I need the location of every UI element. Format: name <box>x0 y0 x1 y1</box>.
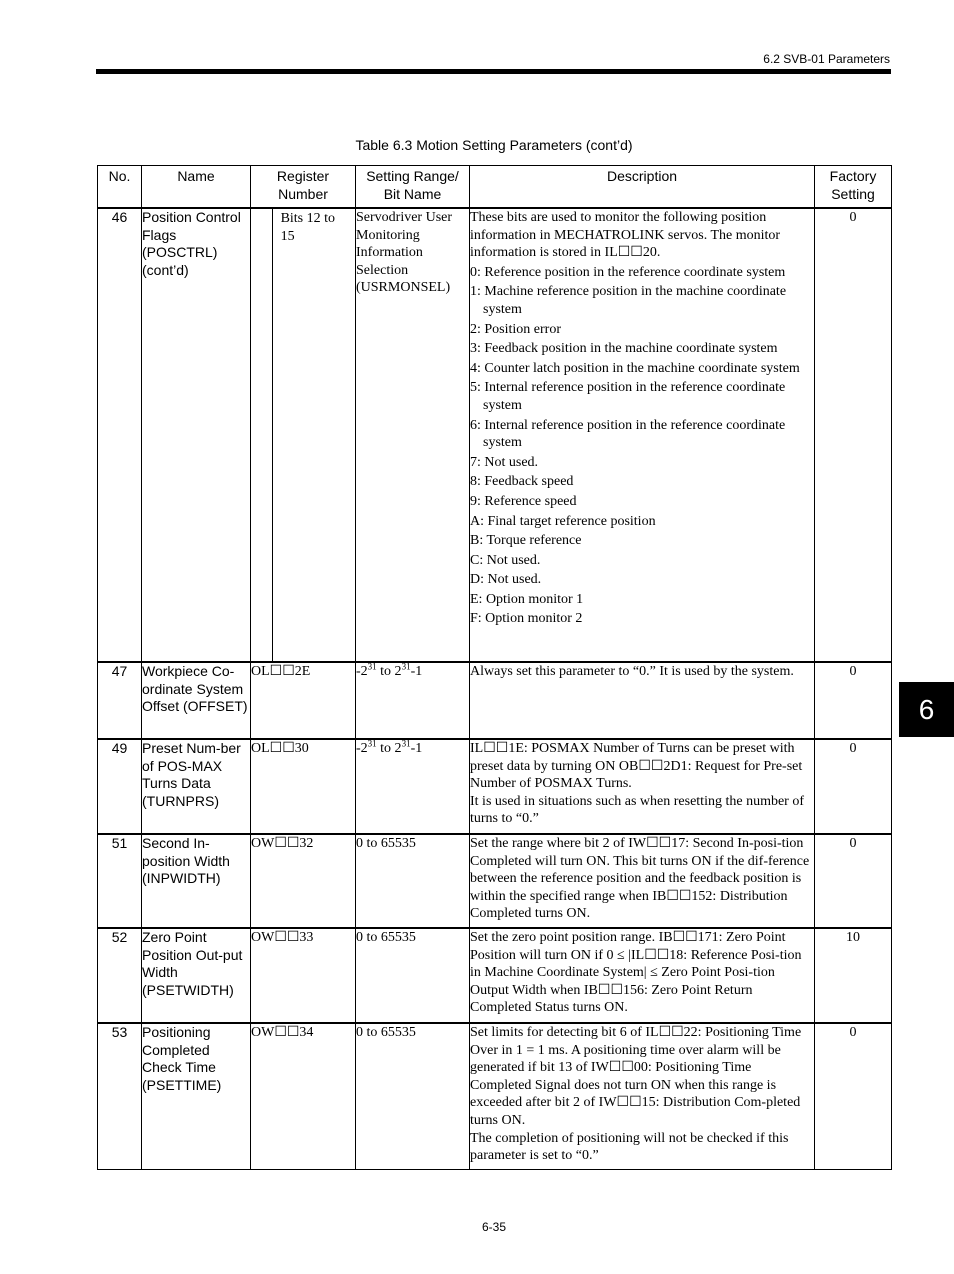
range-min-base: -2 <box>356 741 368 756</box>
row-register: OW☐☐32 <box>251 834 356 928</box>
list-item: 4: Counter latch position in the machine coordinate system <box>470 360 800 376</box>
list-item: B: Torque reference <box>470 533 582 549</box>
row-description: Set the zero point position range. IB☐☐171: Zero Point Position will turn ON if 0 ≤ |IL☐☐18: Reference Posi-tion in Machine Coordinate System| ≤ Zero Point Posi-tion Output Width when IB☐☐156: Zero Point Return Completed Status turns ON. <box>470 928 815 1023</box>
row-no: 49 <box>98 739 142 834</box>
section-header: 6.2 SVB-01 Parameters <box>763 52 890 66</box>
header-rule <box>96 69 891 74</box>
range-min-exponent: 31 <box>367 738 377 749</box>
list-item: 9: Reference speed <box>470 493 577 509</box>
row-register: OL☐☐30 <box>251 739 356 834</box>
register-bits: Bits 12 to 15 <box>280 211 336 244</box>
list-item: 1: Machine reference position in the machine coordinate system <box>470 284 787 317</box>
col-header-range: Setting Range/ Bit Name <box>356 166 470 209</box>
row-register: OW☐☐33 <box>251 928 356 1023</box>
row-factory-setting: 10 <box>815 928 892 1023</box>
row-name: Position Control Flags (POSCTRL) (cont’d) <box>142 208 251 662</box>
row-no: 52 <box>98 928 142 1023</box>
col-header-name: Name <box>142 166 251 209</box>
row-name: Zero Point Position Out-put Width (PSETWIDTH) <box>142 928 251 1023</box>
row-name: Preset Num-ber of POS-MAX Turns Data (TURNPRS) <box>142 739 251 834</box>
list-item: 3: Feedback position in the machine coordinate system <box>470 341 778 357</box>
row-register: OW☐☐34 <box>251 1023 356 1170</box>
row-register <box>251 208 356 662</box>
list-item: 6: Internal reference position in the reference coordinate system <box>470 417 786 451</box>
range-max-offset: -1 <box>410 741 423 756</box>
range-max-exponent: 31 <box>401 661 411 672</box>
row-register: OL☐☐2E <box>251 662 356 739</box>
table-row <box>98 739 892 834</box>
range-max-exponent: 31 <box>401 738 411 749</box>
table-row <box>98 834 892 928</box>
row-name: Second In-position Width (INPWIDTH) <box>142 834 251 928</box>
row-factory-setting: 0 <box>815 662 892 739</box>
list-item: 2: Position error <box>470 321 561 337</box>
row-no: 53 <box>98 1023 142 1170</box>
row-range: 0 to 65535 <box>356 1023 470 1170</box>
table-row <box>98 208 892 662</box>
table-row <box>98 1023 892 1170</box>
col-header-description: Description <box>470 166 815 209</box>
row-range: 0 to 65535 <box>356 928 470 1023</box>
row-range: 0 to 65535 <box>356 834 470 928</box>
table-row <box>98 662 892 739</box>
list-item: F: Option monitor 2 <box>470 611 583 627</box>
col-header-factory: Factory Setting <box>815 166 892 209</box>
list-item: E: Option monitor 1 <box>470 591 584 607</box>
description-intro: These bits are used to monitor the following position information in MECHATROLINK servos. The monitor information is stored in IL☐☐20. <box>470 210 781 261</box>
list-item: 0: Reference position in the reference coordinate system <box>470 264 786 280</box>
row-factory-setting: 0 <box>815 208 892 662</box>
range-min-base: -2 <box>356 664 368 679</box>
list-item: C: Not used. <box>470 552 541 568</box>
description-paragraph: It is used in situations such as when resetting the number of turns to “0.” <box>470 793 804 827</box>
table-caption: Table 6.3 Motion Setting Parameters (cont’d) <box>355 137 633 153</box>
chapter-tab[interactable]: 6 <box>899 682 954 737</box>
list-item: D: Not used. <box>470 572 542 588</box>
range-min-exponent: 31 <box>367 661 377 672</box>
row-range <box>356 662 470 739</box>
row-name: Workpiece Co-ordinate System Offset (OFFSET) <box>142 662 251 739</box>
row-factory-setting: 0 <box>815 1023 892 1170</box>
register-indent <box>251 209 273 661</box>
range-max-base: to 2 <box>376 664 402 679</box>
row-no: 51 <box>98 834 142 928</box>
row-no: 46 <box>98 208 142 662</box>
range-max-offset: -1 <box>410 664 423 679</box>
row-range <box>356 739 470 834</box>
table-row <box>98 928 892 1023</box>
row-description <box>470 739 815 834</box>
row-factory-setting: 0 <box>815 739 892 834</box>
list-item: 8: Feedback speed <box>470 474 574 490</box>
row-description: Always set this parameter to “0.” It is used by the system. <box>470 662 815 739</box>
row-description: Set the range where bit 2 of IW☐☐17: Second In-posi-tion Completed will turn ON. This bit turns ON if the dif-ference between the reference position and the feedback position is within the specified range when IB☐☐152: Distribution Completed turns ON. <box>470 834 815 928</box>
table-header-row <box>98 166 892 209</box>
list-item: A: Final target reference position <box>470 513 656 529</box>
row-factory-setting: 0 <box>815 834 892 928</box>
description-paragraph: Set limits for detecting bit 6 of IL☐☐22: Positioning Time Over in 1 = 1 ms. A positioning time over alarm will be generated if bit 13 of IW☐☐00: Positioning Time Completed Signal does not turn ON when this range is exceeded after bit 2 of IW☐☐15: Distribution Com-pleted turns ON. <box>470 1025 802 1128</box>
list-item: 5: Internal reference position in the reference coordinate system <box>470 380 786 413</box>
description-paragraph: IL☐☐1E: POSMAX Number of Turns can be preset with preset data by turning ON OB☐☐2D1: Request for Pre-set Number of POSMAX Turns. <box>470 741 803 792</box>
row-name: Positioning Completed Check Time (PSETTIME) <box>142 1023 251 1170</box>
row-description <box>470 1023 815 1170</box>
description-paragraph: The completion of positioning will not be checked if this parameter is set to “0.” <box>470 1130 789 1164</box>
col-header-no: No. <box>98 166 142 209</box>
page-number: 6-35 <box>481 1220 507 1234</box>
range-max-base: to 2 <box>376 741 402 756</box>
row-no: 47 <box>98 662 142 739</box>
motion-setting-parameters-table <box>97 165 892 1170</box>
list-item: 7: Not used. <box>470 454 539 470</box>
col-header-register: Register Number <box>251 166 356 209</box>
row-range: Servodriver User Monitoring Information Selection (USRMONSEL) <box>356 208 470 662</box>
row-description <box>470 208 815 662</box>
